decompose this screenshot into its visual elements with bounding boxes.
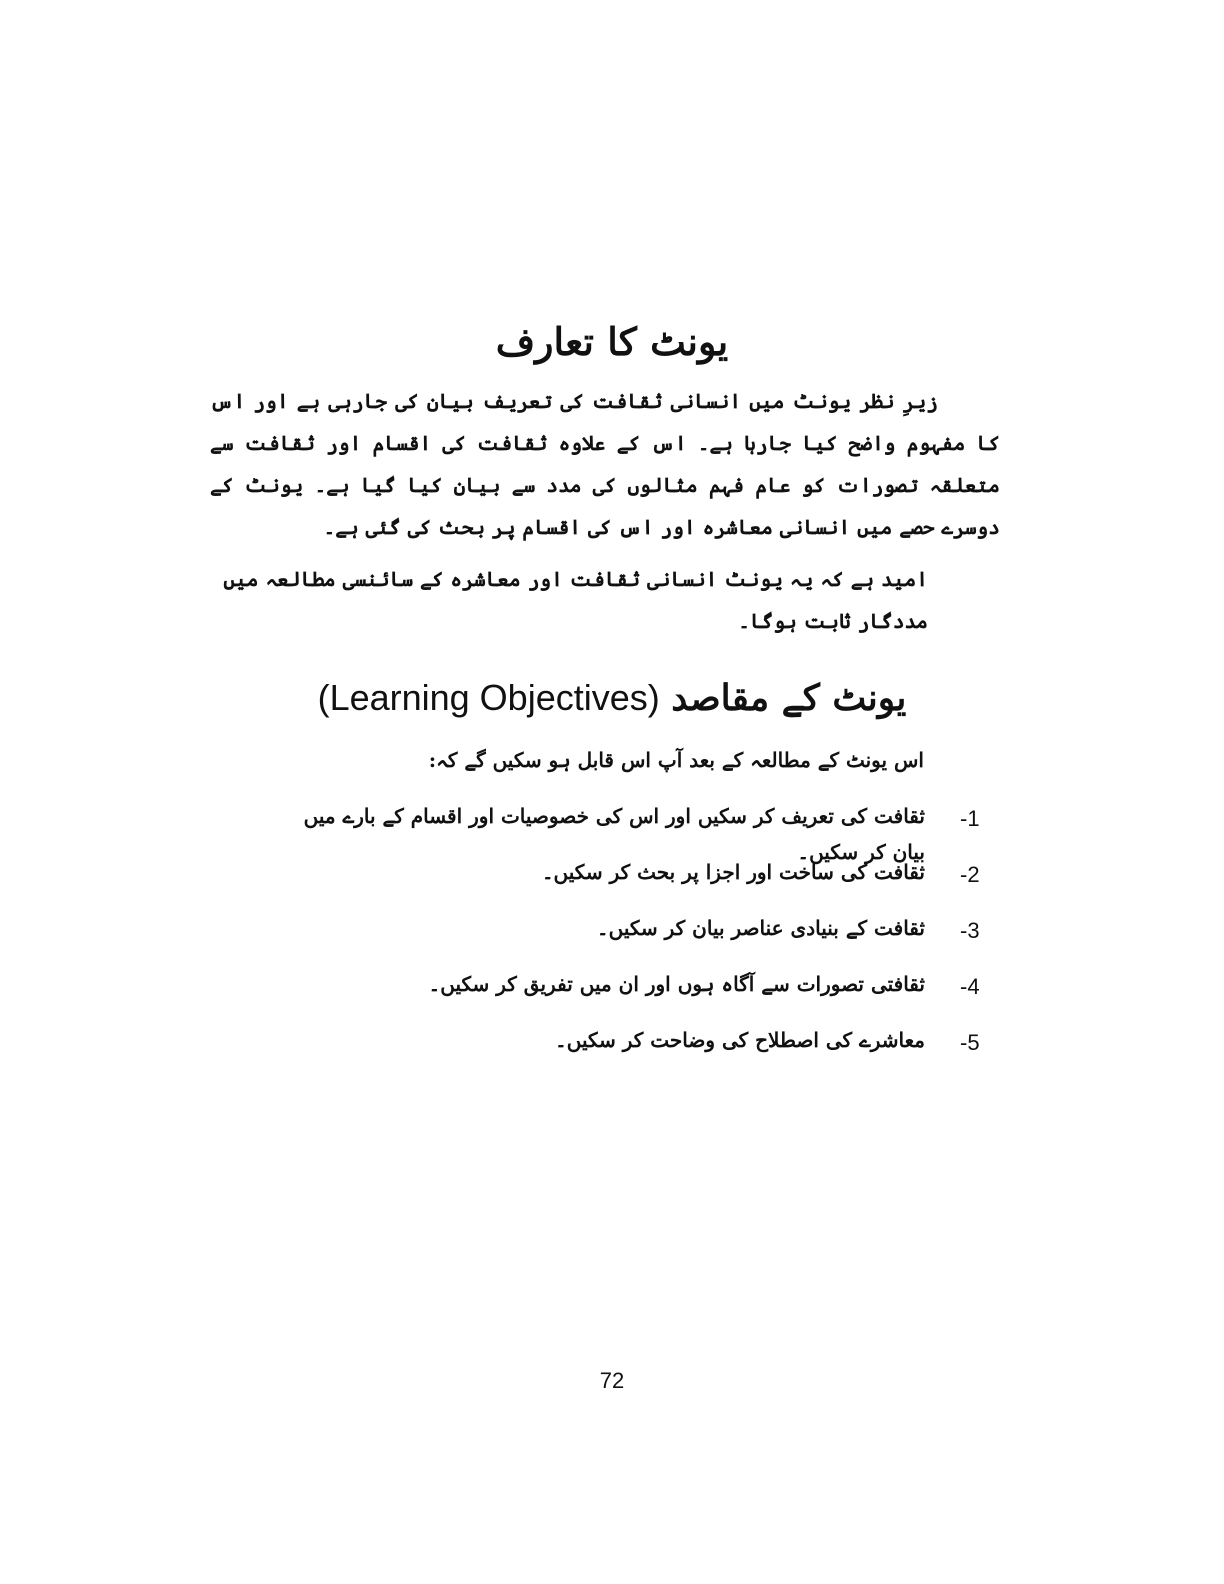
objective-item-1	[200, 796, 1000, 864]
objectives-list	[200, 796, 1000, 1076]
objective-text: معاشرے کی اصطلاح کی وضاحت کر سکیں۔	[555, 1028, 925, 1052]
objective-number: -1	[960, 806, 980, 831]
objective-number: -3	[960, 918, 980, 943]
objectives-lead: اس یونٹ کے مطالعہ کے بعد آپ اس قابل ہو سکیں گے کہ:	[428, 748, 924, 772]
objective-number: -4	[960, 974, 980, 999]
objective-item-4	[200, 964, 1000, 1020]
objective-item-3	[200, 908, 1000, 964]
intro-paragraph-2: امید ہے کہ یہ یونٹ انسانی ثقافت اور معاشرہ کے سائنسی مطالعہ میں مددگار ثابت ہوگا۔	[223, 567, 928, 633]
objective-text: ثقافت کے بنیادی عناصر بیان کر سکیں۔	[596, 916, 925, 940]
intro-heading: یونٹ کا تعارف	[495, 319, 729, 364]
objectives-heading-urdu: یونٹ کے مقاصد	[671, 677, 907, 719]
objectives-heading	[0, 668, 1224, 729]
objective-text: ثقافت کی تعریف کر سکیں اور اس کی خصوصیات اور اقسام کے بارے میں بیان کر سکیں۔	[303, 804, 925, 864]
intro-paragraph-1: زیرِ نظر یونٹ میں انسانی ثقافت کی تعریف بیان کی جارہی ہے اور اس کا مفہوم واضح کیا جارہا ہے۔ اس کے علاوہ ثقافت کی اقسام اور ثقافت سے متعلقہ تصورات کو عام فہم مثالوں کی مدد سے بیان کیا گیا ہے۔ یونٹ کے دوسرے حصے میں انسانی معاشرہ اور اس کی اقسام پر بحث کی گئی ہے۔	[210, 389, 1000, 539]
objective-number: -2	[960, 862, 980, 887]
objective-text: ثقافتی تصورات سے آگاہ ہوں اور ان میں تفریق کر سکیں۔	[428, 972, 925, 996]
objective-item-5	[200, 1020, 1000, 1076]
objective-item-2	[200, 852, 1000, 908]
objectives-heading-english: (Learning Objectives)	[317, 677, 660, 718]
objective-text: ثقافت کی ساخت اور اجزا پر بحث کر سکیں۔	[541, 860, 925, 884]
objective-number: -5	[960, 1030, 980, 1055]
intro-body	[210, 380, 1000, 642]
page-number: 72	[599, 1368, 625, 1393]
